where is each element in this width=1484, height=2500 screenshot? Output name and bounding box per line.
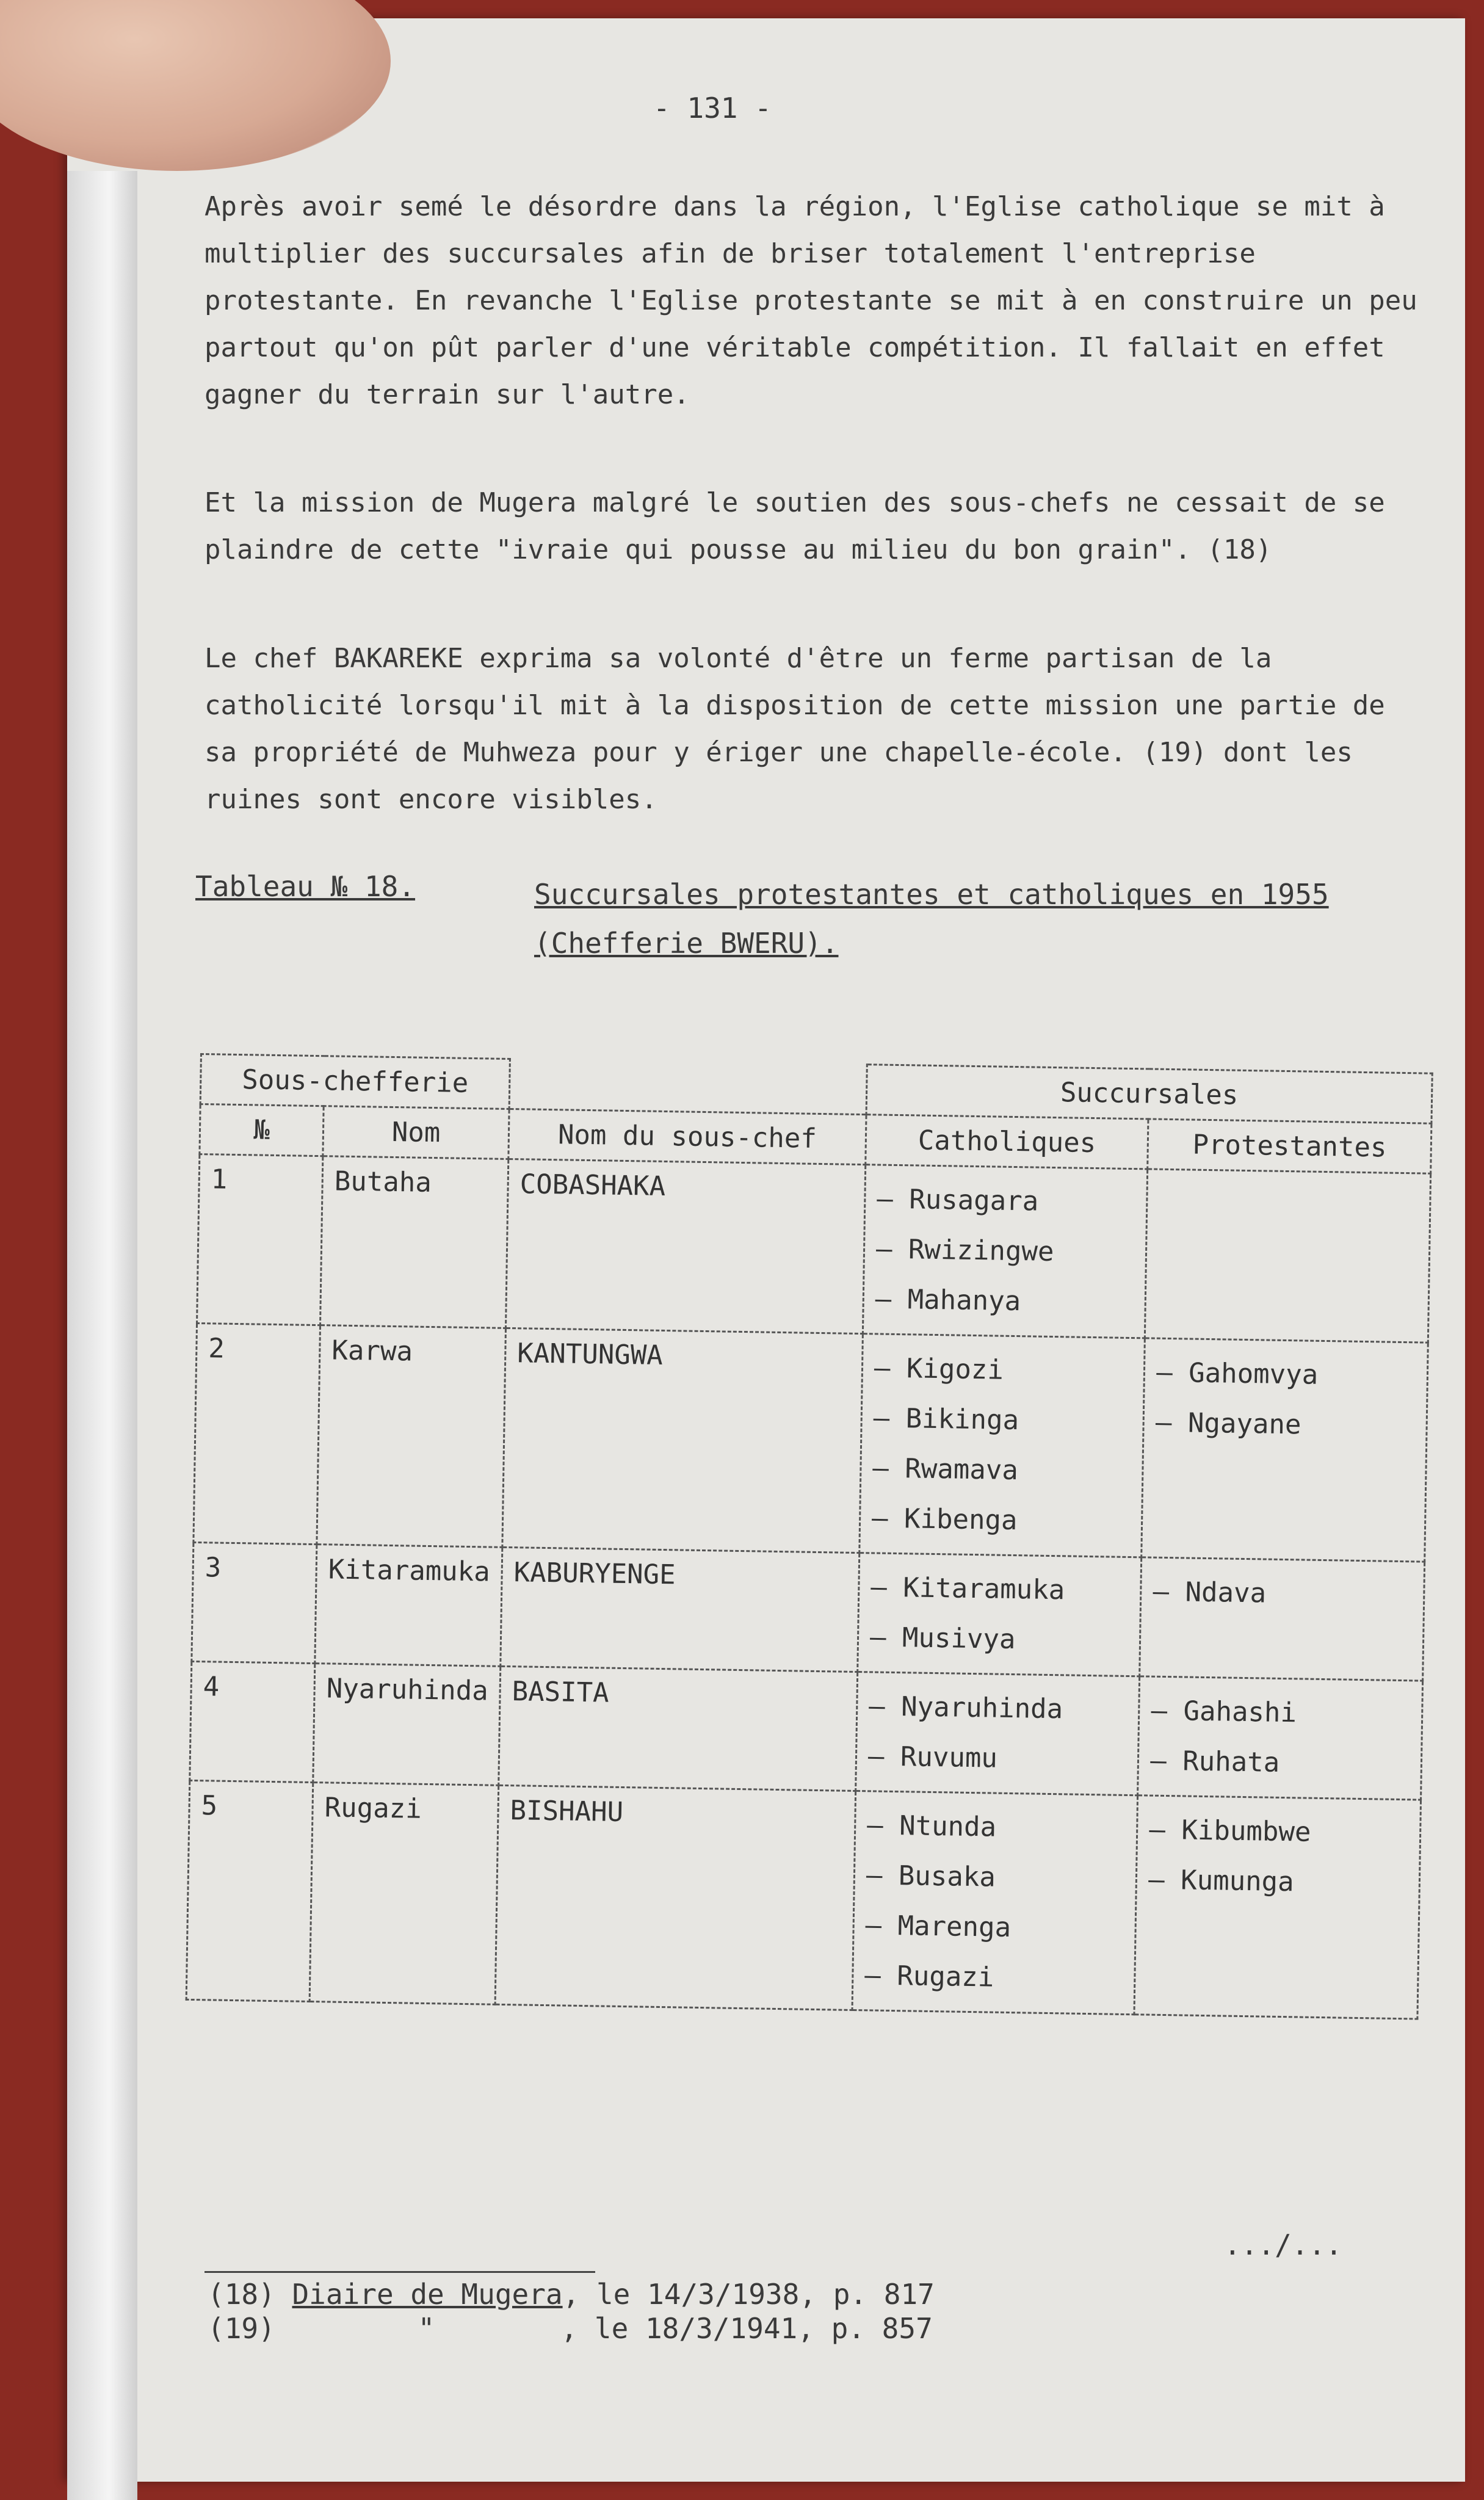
paragraph-3: Le chef BAKAREKE exprima sa volonté d'être un ferme partisan de la catholicité lorsqu'il mit à la disposition de cette mission une partie de sa propriété de Muhweza pour y ériger une chapelle-école. (19) dont les ruines sont encore visibles. xyxy=(205,643,1385,815)
list-item: – Nyaruhinda xyxy=(869,1681,1128,1736)
paragraph-2: Et la mission de Mugera malgré le soutien des sous-chefs ne cessait de se plaindre de cette "ivraie qui pousse au milieu du bon grain". (18) xyxy=(205,487,1385,565)
list-item: – Kitaramuka xyxy=(870,1562,1130,1617)
table-caption-title: Succursales protestantes et catholiques en 1955 (Chefferie BWERU). xyxy=(534,878,1329,960)
footnote-detail: , le 14/3/1938, p. 817 xyxy=(562,2278,935,2311)
cell-protestantes xyxy=(1142,1338,1428,1562)
list-item: – Rusagara xyxy=(877,1174,1136,1228)
table-row xyxy=(190,1661,1423,1800)
list-item: – Rwamava xyxy=(872,1443,1132,1498)
header-catholiques: Catholiques xyxy=(866,1115,1149,1169)
book-page xyxy=(67,18,1465,2482)
header-no: № xyxy=(200,1104,324,1156)
footnote-mark: (18) xyxy=(208,2278,275,2311)
cell-catholiques xyxy=(856,1672,1140,1795)
cell-protestantes xyxy=(1140,1557,1425,1681)
cell-nom: Butaha xyxy=(320,1156,509,1328)
list-item: – Kumunga xyxy=(1148,1855,1408,1910)
cell-no: 4 xyxy=(190,1661,315,1782)
list-item: – Ruhata xyxy=(1150,1736,1410,1791)
header-sous-chefferie: Sous-chefferie xyxy=(200,1054,510,1109)
table-row xyxy=(186,1780,1421,2019)
list-item: – Kibenga xyxy=(871,1493,1131,1548)
list-item: – Kigozi xyxy=(874,1343,1133,1397)
cell-protestantes xyxy=(1145,1169,1431,1342)
list-item: – Musivya xyxy=(869,1612,1129,1667)
footnotes xyxy=(208,2277,935,2346)
list-item: – Mahanya xyxy=(875,1274,1134,1328)
list-item: – Gahomvya xyxy=(1156,1348,1416,1402)
footnote-detail: , le 18/3/1941, p. 857 xyxy=(560,2312,933,2345)
cell-no: 2 xyxy=(194,1323,320,1544)
list-item: – Rwizingwe xyxy=(875,1224,1135,1278)
list-item: – Ntunda xyxy=(867,1800,1126,1855)
list-item: – Rugazi xyxy=(864,1951,1124,2005)
cell-no: 1 xyxy=(197,1154,323,1325)
cell-protestantes xyxy=(1134,1795,1421,2019)
list-item: – Busaka xyxy=(866,1850,1125,1905)
cell-catholiques xyxy=(863,1165,1148,1338)
succursales-table xyxy=(186,1053,1433,2020)
table-row xyxy=(197,1154,1431,1343)
list-item: – Ngayane xyxy=(1155,1398,1415,1452)
list-item: – Ndava xyxy=(1153,1567,1413,1621)
header-blank xyxy=(509,1059,867,1114)
table-row xyxy=(194,1323,1428,1562)
cell-chef: COBASHAKA xyxy=(506,1159,866,1333)
table-row xyxy=(192,1542,1425,1681)
paragraph-1: Après avoir semé le désordre dans la région, l'Eglise catholique se mit à multiplier des succursales afin de briser totalement l'entreprise protestante. En revanche l'Eglise protestante se mit à en construire un peu partout qu'on pût parler d'une véritable compétition. Il fallait en effet gagner du terrain sur l'autre. xyxy=(205,191,1417,410)
list-item: – Marenga xyxy=(865,1900,1124,1955)
page-number: - 131 - xyxy=(653,92,772,125)
cell-no: 3 xyxy=(192,1542,317,1663)
list-item: – Ruvumu xyxy=(867,1731,1127,1786)
footnote-19 xyxy=(208,2311,935,2346)
cell-nom: Rugazi xyxy=(309,1783,499,2005)
book-binding xyxy=(67,171,137,2500)
footnote-18 xyxy=(208,2277,935,2311)
cell-protestantes xyxy=(1138,1676,1423,1800)
list-item: – Bikinga xyxy=(873,1393,1132,1447)
footnote-rule xyxy=(205,2271,595,2273)
cell-chef: BISHAHU xyxy=(495,1785,855,2010)
footnote-source: Diaire de Mugera xyxy=(292,2278,563,2311)
cell-nom: Nyaruhinda xyxy=(313,1664,501,1786)
footnote-mark: (19) xyxy=(208,2312,275,2345)
cell-chef: BASITA xyxy=(499,1666,858,1791)
cell-chef: KANTUNGWA xyxy=(502,1328,863,1553)
footnote-source: " xyxy=(418,2312,435,2345)
cell-no: 5 xyxy=(186,1780,313,2001)
cell-nom: Karwa xyxy=(317,1325,506,1548)
header-protestantes: Protestantes xyxy=(1148,1119,1432,1173)
cell-nom: Kitaramuka xyxy=(315,1545,502,1667)
table-caption-label: Tableau № 18. xyxy=(195,870,416,903)
header-nom: Nom xyxy=(323,1106,509,1159)
cell-chef: KABURYENGE xyxy=(501,1547,860,1672)
cell-catholiques xyxy=(860,1334,1145,1557)
header-succursales: Succursales xyxy=(866,1065,1432,1124)
list-item: – Gahashi xyxy=(1151,1686,1411,1741)
continuation-mark: .../... xyxy=(1224,2228,1342,2261)
cell-catholiques xyxy=(858,1553,1142,1676)
list-item: – Kibumbwe xyxy=(1149,1805,1409,1860)
cell-catholiques xyxy=(852,1791,1138,2015)
header-chef: Nom du sous-chef xyxy=(509,1109,866,1164)
